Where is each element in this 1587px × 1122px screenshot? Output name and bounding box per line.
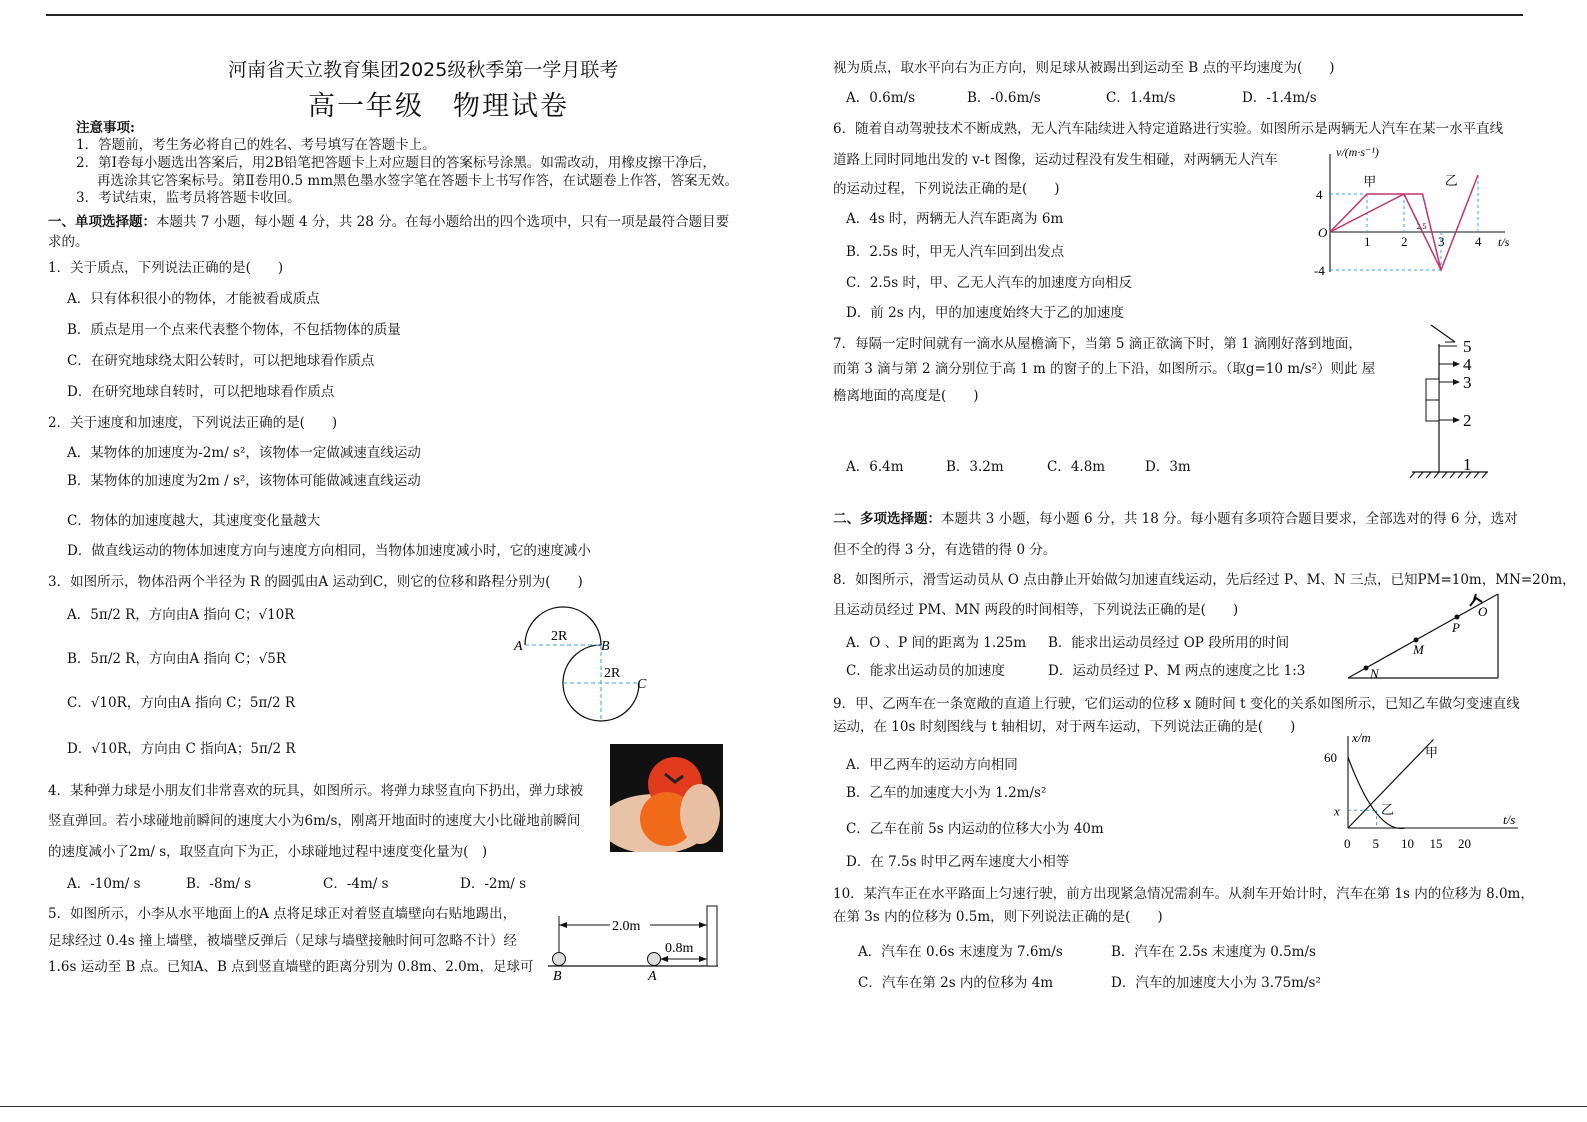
q2-option: B．某物体的加速度为2m / s²，该物体可能做减速直线运动 [67, 473, 421, 489]
annotation-label: 2.5 [1416, 222, 1427, 231]
q6-option: B．2.5s 时，甲无人汽车回到出发点 [846, 244, 1065, 260]
note-item: 1．答题前，考生务必将自己的姓名、考号填写在答题卡上。 [76, 137, 436, 153]
q7-line: 而第 3 滴与第 2 滴分别位于高 1 m 的窗子的上下沿，如图所示。（取g=10 m/s²）则此 屋 [833, 361, 1376, 377]
x-tick-label: 5 [1372, 836, 1379, 851]
notes-heading: 注意事项: [76, 120, 135, 136]
q2-option: C．物体的加速度越大，其速度变化量越大 [67, 513, 321, 529]
q7-eaves-figure [1405, 322, 1500, 482]
xt-chart [1320, 728, 1525, 858]
q1-option: D．在研究地球自转时，可以把地球看作质点 [67, 384, 335, 400]
point-a-label: A [648, 969, 657, 984]
q5-line: 1.6s 运动至 B 点。已知A、B 点到竖直墙壁的距离分别为 0.8m、2.0m，足球可 [48, 959, 534, 975]
series-label-yi: 乙 [1444, 173, 1458, 188]
point-b-label: B [601, 639, 610, 654]
section2-heading: 二、多项选择题：本题共 3 小题，每小题 6 分，共 18 分。每小题有多项符合题目要求，全部选对的得 6 分，选对 [833, 511, 1518, 527]
section1-desc: 求的。 [48, 234, 89, 250]
series-line-yi [1330, 175, 1478, 270]
q1-stem: 1．关于质点，下列说法正确的是( ) [48, 260, 284, 276]
q10-option: A．汽车在 0.6s 末速度为 7.6m/s [858, 944, 1063, 960]
q2-stem: 2．关于速度和加速度，下列说法正确的是( ) [48, 415, 338, 431]
x-tick-label: 0 [1344, 836, 1351, 851]
q8-line: 且运动员经过 PM、MN 两段的时间相等，下列说法正确的是( ) [833, 602, 1239, 618]
x-axis-label: t/s [1503, 812, 1516, 827]
q5-wall-figure [548, 900, 728, 985]
q5-option: C．1.4m/s [1106, 90, 1176, 106]
exam-title: 河南省天立教育集团2025级秋季第一学月联考 [228, 59, 619, 81]
note-item: 2．第Ⅰ卷每小题选出答案后，用2B铅笔把答题卡上对应题目的答案标号涂黑。如需改动，用橡皮擦干净后， [76, 155, 716, 171]
q8-option: A．O 、P 间的距离为 1.25m [846, 635, 1027, 651]
q5-line: 足球经过 0.4s 撞上墙壁，被墙壁反弹后（足球与墙壁接触时间可忽略不计）经 [48, 933, 517, 949]
point-b-label: B [553, 969, 562, 984]
point-n-label: N [1370, 666, 1379, 681]
point-p-label: P [1452, 620, 1460, 635]
q5-option: A．0.6m/s [846, 90, 915, 106]
q9-option: B．乙车的加速度大小为 1.2m/s² [846, 785, 1047, 801]
q4-option: B．-8m/ s [186, 876, 252, 892]
q7-line: 檐离地面的高度是( ) [833, 388, 979, 404]
q1-option: B．质点是用一个点来代表整个物体，不包括物体的质量 [67, 322, 401, 338]
y-tick-label: -4 [1314, 263, 1325, 278]
q4-option: C．-4m/ s [323, 876, 389, 892]
x-tick-label: 3 [1438, 234, 1445, 249]
q8-option: D．运动员经过 P、M 两点的速度之比 1:3 [1048, 663, 1306, 679]
q8-option: C．能求出运动员的加速度 [846, 663, 1005, 679]
drop-label: 1 [1463, 455, 1472, 474]
q7-option: A．6.4m [846, 459, 904, 475]
point-m-label: M [1413, 642, 1424, 657]
y-tick-label: 4 [1316, 187, 1323, 202]
q6-line: 的运动过程，下列说法正确的是( ) [833, 181, 1060, 197]
q10-option: C．汽车在第 2s 内的位移为 4m [858, 975, 1054, 991]
q6-option: C．2.5s 时，甲、乙无人汽车的加速度方向相反 [846, 275, 1133, 291]
x-tick-label: 15 [1429, 836, 1443, 851]
top-rule [46, 14, 1523, 16]
y-tick-label: 60 [1324, 750, 1337, 766]
series-label-jia: 甲 [1363, 174, 1377, 189]
q6-line: 道路上同时同地出发的 v-t 图像，运动过程没有发生相碰，对两辆无人汽车 [833, 152, 1278, 168]
q10-line: 在第 3s 内的位移为 0.5m，则下列说法正确的是( ) [833, 909, 1163, 925]
distance-label: 0.8m [665, 941, 694, 956]
q8-line: 8．如图所示，滑雪运动员从 O 点由静止开始做匀加速直线运动，先后经过 P、M、N 三点，已知PM=10m，MN=20m， [833, 572, 1576, 588]
radius-label: 2R [551, 629, 568, 644]
x-tick-label: 4 [1475, 234, 1482, 249]
q8-option: B．能求出运动员经过 OP 段所用的时间 [1048, 635, 1290, 651]
q4-option: D．-2m/ s [460, 876, 527, 892]
y-tick-label: x [1334, 803, 1340, 819]
q9-option: A．甲乙两车的运动方向相同 [846, 757, 1018, 773]
q9-line: 运动，在 10s 时刻图线与 t 轴相切，对于两车运动，下列说法正确的是( ) [833, 719, 1296, 735]
section1-heading: 一、单项选择题：本题共 7 小题，每小题 4 分，共 28 分。在每小题给出的四个选项中，只有一项是最符合题目要 [48, 214, 730, 230]
q2-option: A．某物体的加速度为-2m/ s²，该物体一定做减速直线运动 [67, 445, 421, 461]
q9-option: D．在 7.5s 时甲乙两车速度大小相等 [846, 854, 1070, 870]
x-tick-label: 10 [1401, 836, 1414, 851]
q5-option: D．-1.4m/s [1242, 90, 1317, 106]
x-axis-label: t/s [1498, 235, 1510, 249]
drop-label: 4 [1463, 355, 1472, 374]
q4-option: A．-10m/ s [67, 876, 141, 892]
q3-option: C．√10R，方向由A 指向 C；5π/2 R [67, 695, 295, 711]
wall [707, 906, 717, 966]
radius-label: 2R [604, 666, 621, 681]
vt-chart [1310, 142, 1525, 282]
section2-desc: 但不全的得 3 分，有选错的得 0 分。 [833, 542, 1057, 558]
note-item: 再选涂其它答案标号。第Ⅱ卷用0.5 mm黑色墨水签字笔在答题卡上书写作答，在试题卷上作答，答案无效。 [97, 173, 739, 189]
drop-label: 5 [1463, 337, 1472, 356]
q4-line: 4．某种弹力球是小朋友们非常喜欢的玩具，如图所示。将弹力球竖直向下扔出，弹力球被 [48, 783, 584, 799]
q3-arc-figure [505, 600, 655, 725]
q7-option: D．3m [1145, 459, 1191, 475]
point-c-label: C [637, 677, 647, 692]
q2-option: D．做直线运动的物体加速度方向与速度方向相同，当物体加速度减小时，它的速度减小 [67, 543, 591, 559]
note-item: 3．考试结束，监考员将答题卡收回。 [76, 190, 301, 206]
q5-line: 视为质点，取水平向右为正方向，则足球从被踢出到运动至 B 点的平均速度为( ) [833, 60, 1335, 76]
q6-line: 6．随着自动驾驶技术不断成熟，无人汽车陆续进入特定道路进行实验。如图所示是两辆无人汽车在某一水平直线 [833, 121, 1504, 137]
q4-line: 竖直弹回。若小球碰地前瞬间的速度大小为6m/s，刚离开地面时的速度大小比碰地前瞬间 [48, 813, 581, 829]
q7-option: C．4.8m [1047, 459, 1106, 475]
q7-line: 7．每隔一定时间就有一滴水从屋檐滴下，当第 5 滴正欲滴下时，第 1 滴刚好落到地面， [833, 336, 1362, 352]
ball-b [553, 953, 566, 966]
q1-option: C．在研究地球绕太阳公转时，可以把地球看作质点 [67, 353, 375, 369]
exam-subtitle: 高一年级 物理试卷 [308, 91, 569, 122]
drop-label: 3 [1463, 373, 1472, 392]
q10-line: 10．某汽车正在水平路面上匀速行驶，前方出现紧急情况需刹车。从刹车开始计时，汽车在第 1s 内的位移为 8.0m， [833, 886, 1534, 902]
x-tick-label: 1 [1364, 234, 1371, 249]
q3-option: B．5π/2 R，方向由A 指向 C；√5R [67, 651, 286, 667]
series-label-yi: 乙 [1381, 801, 1395, 817]
x-tick-label: 20 [1458, 836, 1471, 851]
series-label-jia: 甲 [1424, 745, 1438, 761]
drop-label: 2 [1463, 411, 1472, 430]
q10-option: B．汽车在 2.5s 末速度为 0.5m/s [1111, 944, 1316, 960]
q10-option: D．汽车的加速度大小为 3.75m/s² [1111, 975, 1321, 991]
y-axis-label: x/m [1352, 730, 1371, 745]
bouncy-ball-photo [610, 744, 723, 852]
q8-slope-figure [1340, 588, 1505, 683]
q4-line: 的速度减小了2m/ s，取竖直向下为正，小球碰地过程中速度变化量为( ) [48, 844, 488, 860]
q1-option: A．只有体积很小的物体，才能被看成质点 [67, 291, 320, 307]
origin-label: O [1318, 225, 1328, 240]
bottom-rule [0, 1106, 1587, 1107]
q6-option: D．前 2s 内，甲的加速度始终大于乙的加速度 [846, 305, 1124, 321]
q6-option: A．4s 时，两辆无人汽车距离为 6m [846, 211, 1064, 227]
q3-option: D．√10R，方向由 C 指向A；5π/2 R [67, 741, 296, 757]
q3-stem: 3．如图所示，物体沿两个半径为 R 的圆弧由A 运动到C，则它的位移和路程分别为( ) [48, 574, 583, 590]
point-a-label: A [514, 639, 523, 654]
x-tick-label: 2 [1401, 234, 1408, 249]
q3-option: A．5π/2 R，方向由A 指向 C；√10R [67, 607, 295, 623]
q5-line: 5．如图所示，小李从水平地面上的A 点将足球正对着竖直墙壁向右贴地踢出， [48, 906, 517, 922]
q9-option: C．乙车在前 5s 内运动的位移大小为 40m [846, 821, 1104, 837]
q7-option: B．3.2m [946, 459, 1004, 475]
ball-a [648, 953, 661, 966]
y-axis-label: v/(m·s⁻¹) [1336, 145, 1379, 159]
q9-line: 9．甲、乙两车在一条宽敞的直道上行驶，它们运动的位移 x 随时间 t 变化的关系如图所示，已知乙车做匀变速直线 [833, 696, 1520, 712]
point-o-label: O [1478, 604, 1488, 619]
q5-option: B．-0.6m/s [967, 90, 1041, 106]
distance-label: 2.0m [612, 919, 641, 934]
